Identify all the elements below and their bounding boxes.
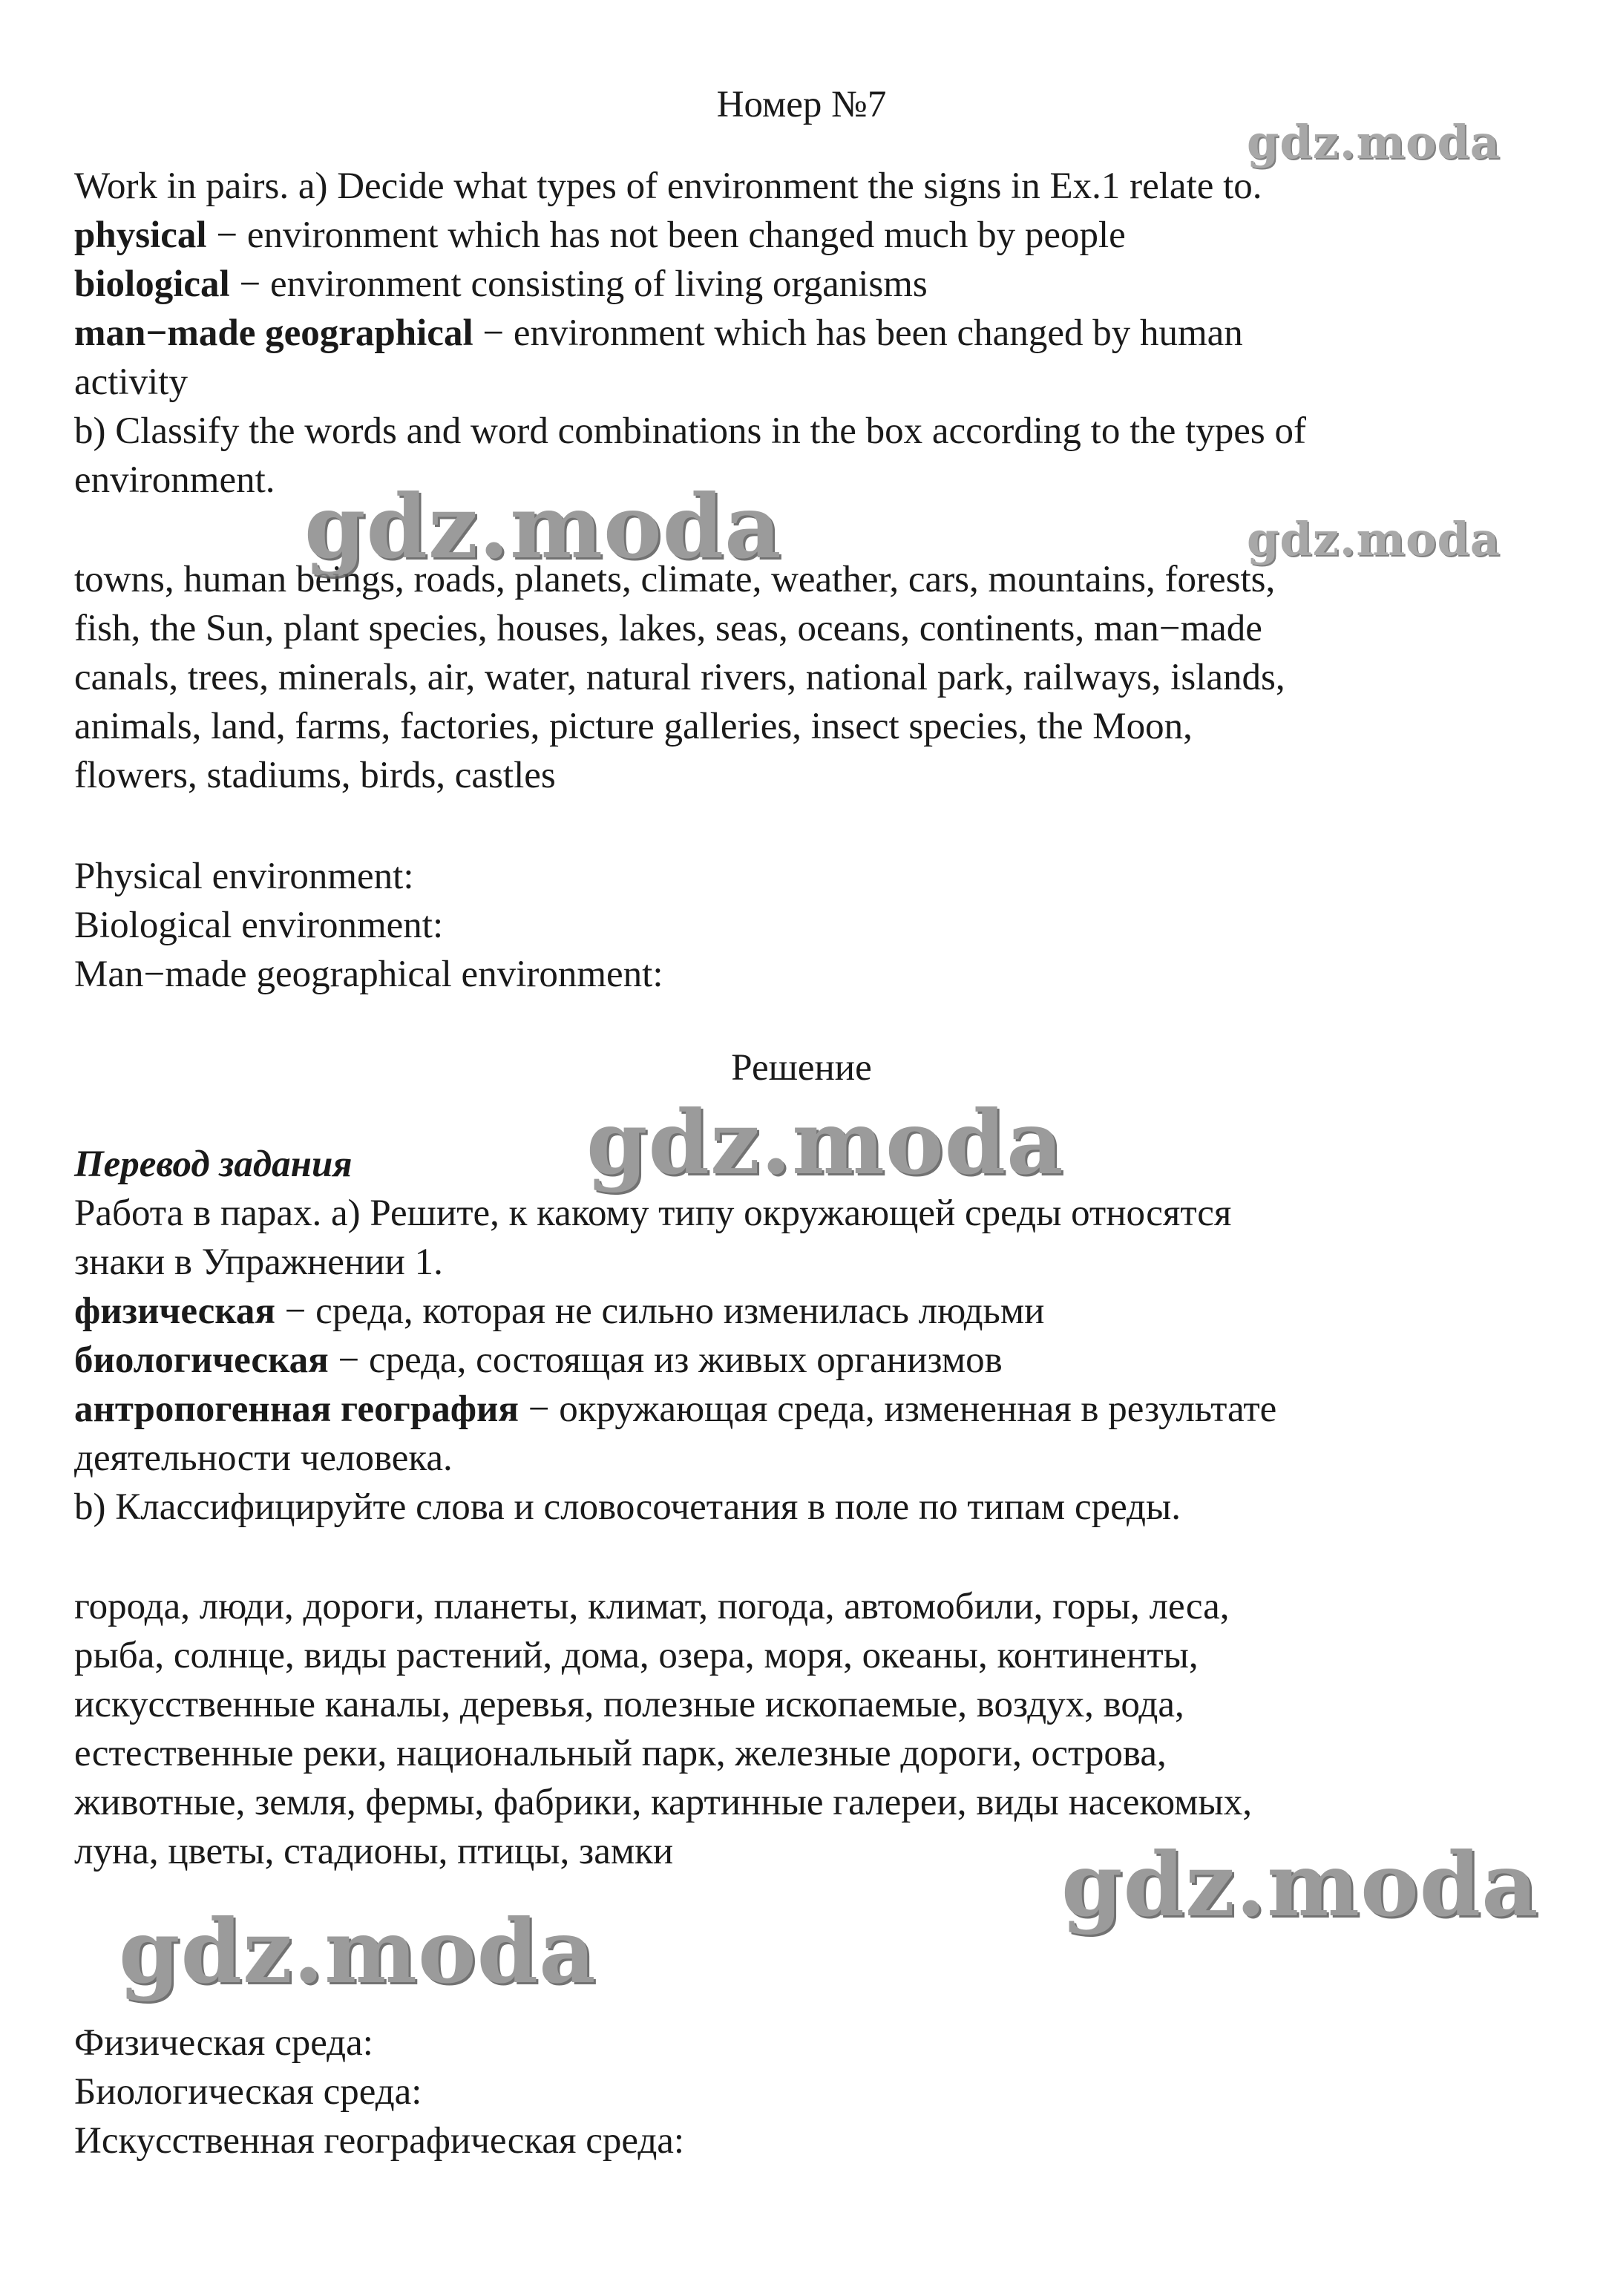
category-physical-ru: Физическая среда: [74,2022,373,2064]
physical-term-ru: физическая [74,1290,275,1332]
biological-definition-ru [74,1336,1003,1385]
manmade-definition-ru-cont: деятельности человека. [74,1437,453,1479]
biological-definition [74,260,928,309]
task-b-line-1: b) Classify the words and word combinations in the box according to the types of [74,410,1307,452]
translation-heading: Перевод задания [74,1144,353,1185]
physical-def-ru: − среда, которая не сильно изменилась людьми [275,1290,1045,1332]
word-list-en-line: canals, trees, minerals, air, water, natural rivers, national park, railways, islands, [74,657,1285,698]
word-list-ru-line: естественные реки, национальный парк, железные дороги, острова, [74,1733,1167,1774]
manmade-term-ru: антропогенная география [74,1388,519,1430]
watermark-logo: gdz.moda [1247,115,1501,169]
category-manmade-en: Man−made geographical environment: [74,954,663,995]
physical-def: − environment which has not been changed much by people [206,214,1126,256]
solution-heading: Решение [731,1047,872,1089]
watermark-logo: gdz.moda [586,1091,1064,1194]
biological-term-ru: биологическая [74,1339,329,1381]
watermark-logo: gdz.moda [1061,1833,1539,1936]
translation-line-1: Работа в парах. а) Решите, к какому типу окружающей среды относятся [74,1193,1232,1234]
manmade-def-ru: − окружающая среда, измененная в результате [518,1388,1277,1430]
word-list-en-line: flowers, stadiums, birds, castles [74,755,556,796]
manmade-definition [74,309,1243,358]
category-biological-ru: Биологическая среда: [74,2071,422,2113]
physical-definition [74,211,1126,260]
manmade-def: − environment which has been changed by human [473,312,1243,354]
biological-term: biological [74,263,230,305]
manmade-term: man−made geographical [74,312,473,354]
word-list-ru-line: искусственные каналы, деревья, полезные ископаемые, воздух, вода, [74,1684,1184,1725]
category-manmade-ru: Искусственная географическая среда: [74,2120,685,2162]
watermark-logo: gdz.moda [1247,512,1501,566]
word-list-ru-line: луна, цветы, стадионы, птицы, замки [74,1831,674,1872]
manmade-definition-cont: activity [74,361,188,403]
physical-term: physical [74,214,207,256]
biological-def-ru: − среда, состоящая из живых организмов [328,1339,1003,1381]
physical-definition-ru [74,1287,1044,1336]
category-biological-en: Biological environment: [74,905,444,946]
translation-line-2: знаки в Упражнении 1. [74,1242,443,1283]
watermark-logo: gdz.moda [304,475,782,578]
task-line-1: Work in pairs. a) Decide what types of environment the signs in Ex.1 relate to. [74,165,1262,207]
category-physical-en: Physical environment: [74,856,414,897]
watermark-logo: gdz.moda [119,1900,597,2003]
translation-b-line: b) Классифицируйте слова и словосочетания в поле по типам среды. [74,1486,1181,1528]
word-list-en-line: towns, human beings, roads, planets, climate, weather, cars, mountains, forests, [74,559,1276,600]
page-title: Номер №7 [716,84,887,125]
word-list-en-line: fish, the Sun, plant species, houses, lakes, seas, oceans, continents, man−made [74,608,1262,649]
biological-def: − environment consisting of living organisms [229,263,928,305]
word-list-en-line: animals, land, farms, factories, picture galleries, insect species, the Moon, [74,706,1193,747]
manmade-definition-ru [74,1385,1276,1434]
word-list-ru-line: города, люди, дороги, планеты, климат, погода, автомобили, горы, леса, [74,1586,1230,1627]
task-b-line-2: environment. [74,459,275,501]
word-list-ru-line: животные, земля, фермы, фабрики, картинные галереи, виды насекомых, [74,1782,1252,1823]
word-list-ru-line: рыба, солнце, виды растений, дома, озера, моря, океаны, континенты, [74,1635,1199,1676]
